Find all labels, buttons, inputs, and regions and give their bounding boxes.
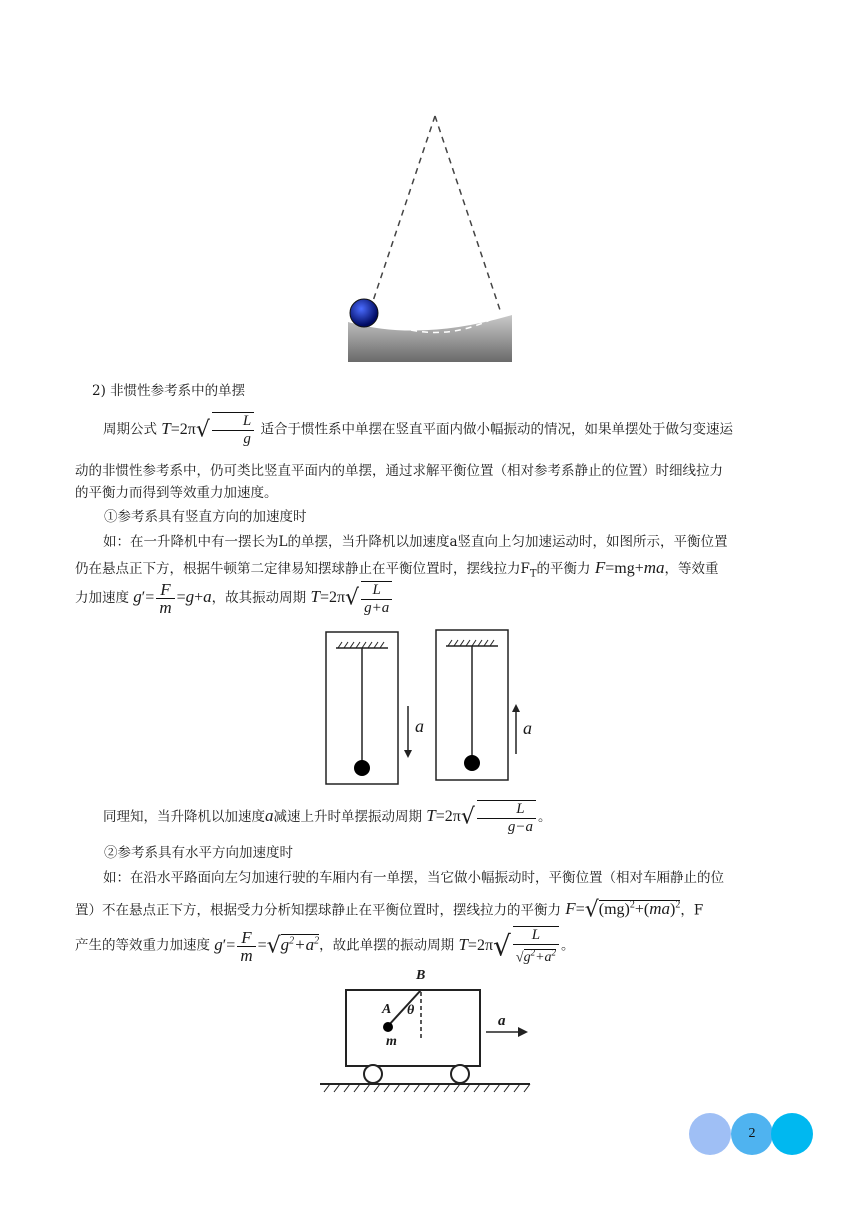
cart-label-A: A <box>382 1002 392 1017</box>
formula-effective-g: g′= $\frac{F}{m}$ =g+a <box>133 580 212 617</box>
case2-line2: 置）不在悬点正下方，根据受力分析知摆球静止在平衡位置时，摆线拉力的平衡力 F=√(mg)$^2$+(ma)$^2$，F <box>75 897 704 923</box>
formula-force: F=mg+ma <box>594 558 665 577</box>
case2-line3: 产生的等效重力加速度 g′= $\frac{F}{m}$ $=√g^2+a^2$，故此单摆的振动周期 T=2π√ $\frac{L}{√g^2+a^2}$ 。 <box>75 926 575 966</box>
section-heading: 2) 非惯性参考系中的单摆 <box>92 383 246 399</box>
formula-period-decel: T=2π√ $\frac{L}{g-a}$ <box>426 809 538 825</box>
elevator-left-accel-label: a <box>415 716 424 736</box>
formula-period: T=2π√ $\frac{L}{g}$ <box>161 422 256 438</box>
case1-line3: 力加速度 g′= $\frac{F}{m}$ =g+a，故其振动周期 T=2π√ $\frac{L}{g+a}$ <box>75 580 787 617</box>
formula-period-horizontal: T=2π√ $\frac{L}{√g^2+a^2}$ <box>458 938 561 954</box>
case1-conclusion: 同理知，当升降机以加速度a减速上升时单摆振动周期 T=2π√ $\frac{L}{g-a}$ 。 <box>103 800 552 835</box>
cart-label-B: B <box>416 968 426 983</box>
paragraph-period-formula <box>75 412 787 448</box>
elevator-right-accel-label: a <box>523 718 532 738</box>
case1-line1: 如：在一升降机中有一摆长为L的单摆，当升降机以加速度a竖直向上匀加速运动时，如图所示，平衡位置 <box>103 534 728 550</box>
formula-effective-g-horizontal: g′= $\frac{F}{m}$ $=√g^2+a^2$ <box>214 927 320 965</box>
formula-period-case1: T=2π√ $\frac{L}{g+a}$ <box>310 590 394 606</box>
case1-line2: 仍在悬点正下方，根据牛顿第二定律易知摆球静止在平衡位置时，摆线拉力$F_T$的平衡力 F=mg+ma，等效重 <box>75 558 719 580</box>
case2-line1: 如：在沿水平路面向左匀加速行驶的车厢内有一单摆，当它做小幅振动时，平衡位置（相对车厢静止的位 <box>103 870 724 886</box>
page-number: 2 <box>748 1126 756 1141</box>
text: 周期公式 <box>103 421 157 438</box>
cart-label-theta: θ <box>407 1003 415 1018</box>
case1-heading: ①参考系具有竖直方向的加速度时 <box>104 509 307 525</box>
cart-pendulum-figure <box>318 970 538 1095</box>
text: 适合于惯性系中单摆在竖直平面内做小幅振动的情况，如果单摆处于做匀变速运 <box>260 421 734 438</box>
cart-label-accel: a <box>498 1013 506 1029</box>
cart-label-m: m <box>386 1034 397 1049</box>
formula-force-horizontal: F=√(mg)$^2$+(ma)$^2$ <box>565 897 681 923</box>
page-circle-1 <box>689 1113 731 1155</box>
case2-heading: ②参考系具有水平方向加速度时 <box>104 845 293 861</box>
paragraph-line: 动的非惯性参考系中，仍可类比竖直平面内的单摆，通过求解平衡位置（相对参考系静止的位置）时细线拉力 <box>75 463 723 479</box>
paragraph-line: 的平衡力而得到等效重力加速度。 <box>75 485 278 501</box>
elevator-pendulum-figure <box>320 628 550 788</box>
bowl-pendulum-figure <box>340 110 520 365</box>
page-circle-3 <box>771 1113 813 1155</box>
